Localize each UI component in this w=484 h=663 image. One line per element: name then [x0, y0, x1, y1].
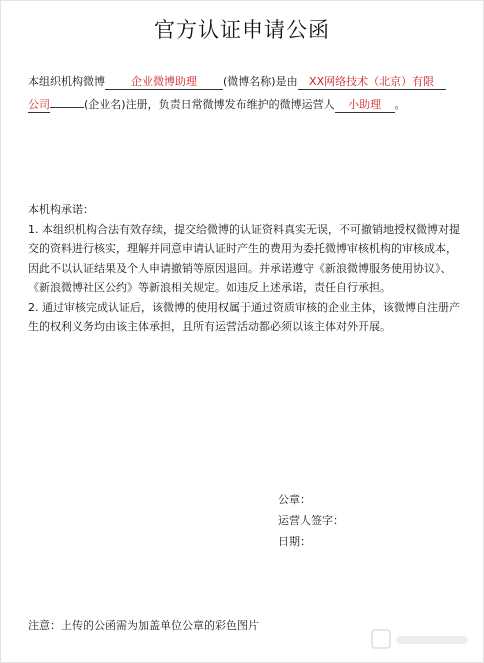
- operator-name-field: 小助理: [335, 98, 395, 113]
- company-name-field-gap: [50, 107, 84, 108]
- commitment-item-2: 2. 通过审核完成认证后，该微博的使用权属于通过资质审核的企业主体，该微博自注册产生的权利义务均由该主体承担，且所有运营活动都必须以该主体对外开展。: [28, 300, 460, 333]
- signature-block: [278, 489, 344, 552]
- watermark-logo: [370, 626, 474, 654]
- company-name-field-line2: 公司: [28, 98, 50, 111]
- intro-text-4: 。: [394, 98, 406, 111]
- weibo-name-field: 企业微博助理: [105, 75, 223, 90]
- commitment-item-1: 1. 本组织机构合法有效存续，提交给微博的认证资料真实无误，不可撤销地授权微博对提交的资料进行核实，理解并同意申请认证时产生的费用为委托微博审核机构的审核成本，因此不以认证结果及个人申请撤销等原因退回。并承诺遵守《新浪微博服务使用协议》、《新浪微博社区公约》等新浪相关规定。如违反上述承诺，责任自行承担。: [28, 222, 460, 294]
- seal-label: 公章：: [278, 493, 311, 506]
- date-label: 日期：: [278, 535, 311, 548]
- intro-text-3: (企业名)注册，负责日常微博发布维护的微博运营人: [84, 98, 335, 111]
- document-title: 官方认证申请公函: [154, 18, 330, 42]
- operator-signature-label: 运营人签字：: [278, 514, 344, 527]
- company-name-field-line1: XX网络技术（北京）有限: [298, 75, 446, 90]
- commitment-section: [28, 200, 460, 337]
- intro-text-1: 本组织机构微博: [28, 75, 105, 88]
- commitment-heading: 本机构承诺：: [28, 203, 94, 216]
- intro-paragraph: [28, 70, 458, 116]
- intro-text-2: (微博名称)是由: [223, 75, 298, 88]
- upload-note: 注意：上传的公函需为加盖单位公章的彩色图片: [28, 619, 259, 632]
